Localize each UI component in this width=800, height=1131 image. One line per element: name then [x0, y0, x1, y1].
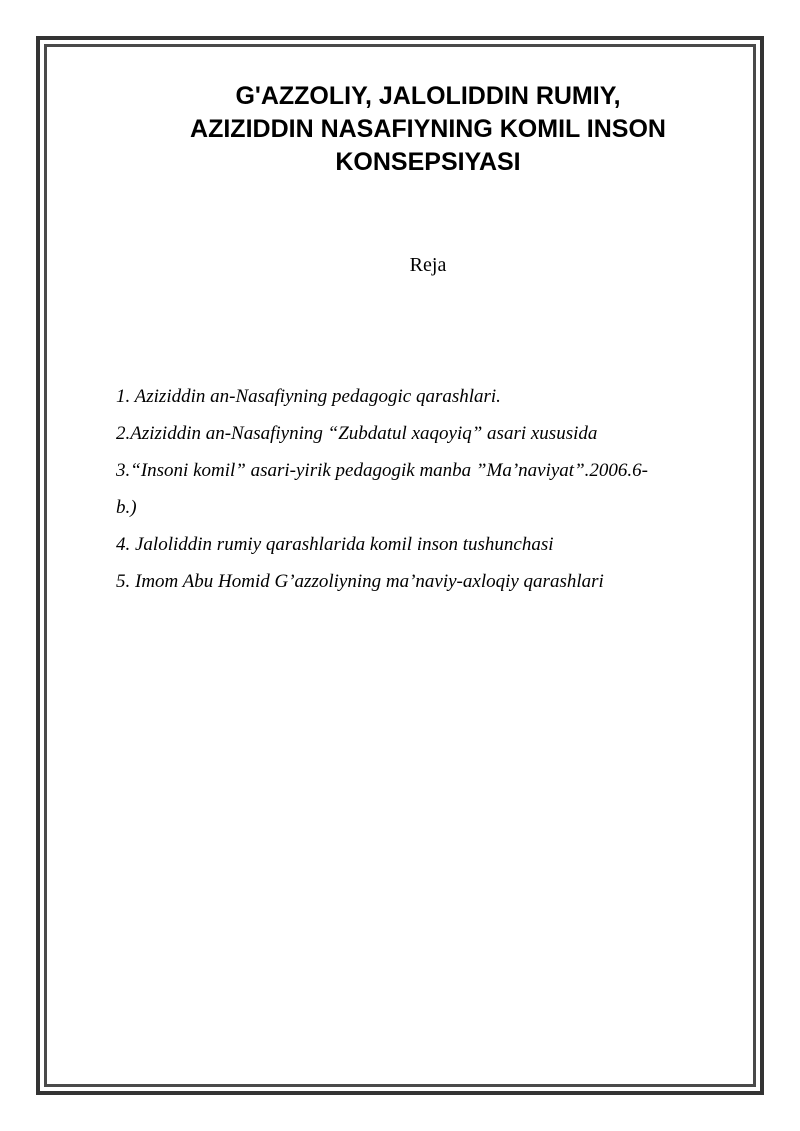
plan-item: 1. Aziziddin an-Nasafiyning pedagogic qarashlari.: [116, 386, 501, 407]
title-line: KONSEPSIYASI: [335, 148, 521, 176]
document-title: [100, 80, 756, 179]
plan-heading: Reja: [409, 254, 447, 276]
plan-item: 4. Jaloliddin rumiy qarashlarida komil inson tushunchasi: [116, 534, 554, 555]
plan-list: [116, 378, 724, 600]
plan-item: b.): [116, 497, 137, 518]
plan-item: 5. Imom Abu Homid G’azzoliyning ma’naviy-axloqiy qarashlari: [116, 571, 604, 592]
title-line: AZIZIDDIN NASAFIYNING KOMIL INSON: [190, 115, 666, 143]
plan-item: 3.“Insoni komil” asari-yirik pedagogik manba ”Ma’naviyat”.2006.6-: [116, 460, 648, 481]
title-line: G'AZZOLIY, JALOLIDDIN RUMIY,: [235, 82, 621, 110]
plan-item: 2.Aziziddin an-Nasafiyning “Zubdatul xaqoyiq” asari xususida: [116, 423, 598, 444]
